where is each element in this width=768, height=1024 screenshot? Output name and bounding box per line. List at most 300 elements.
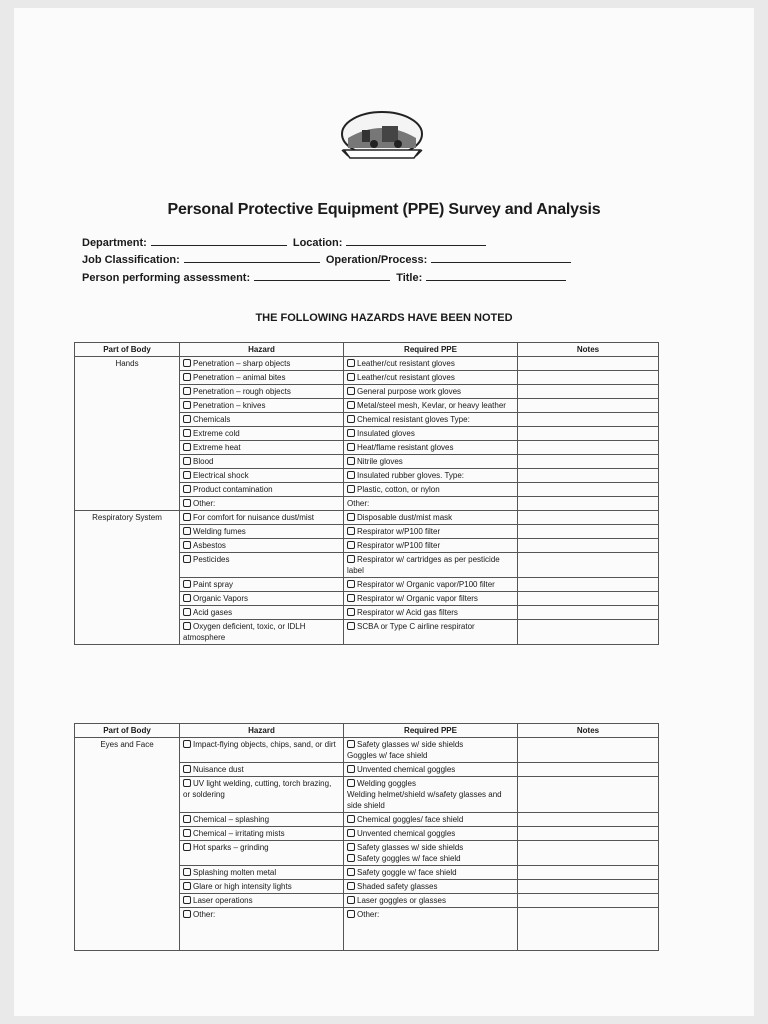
notes-cell[interactable]	[518, 497, 659, 511]
ppe-option	[347, 842, 514, 853]
checkbox-icon[interactable]	[347, 387, 355, 395]
checkbox-icon[interactable]	[347, 896, 355, 904]
hazard-cell	[180, 483, 344, 497]
body-part-cell	[75, 483, 180, 497]
ppe-cell	[344, 525, 518, 539]
hazard-cell	[180, 827, 344, 841]
notes-cell[interactable]	[518, 592, 659, 606]
checkbox-icon[interactable]	[183, 580, 191, 588]
body-part-cell	[75, 813, 180, 827]
hazard-cell	[180, 455, 344, 469]
hazard-option	[183, 498, 340, 509]
ppe-option-text: Insulated gloves	[357, 429, 415, 438]
department-blank[interactable]	[151, 235, 287, 246]
notes-cell[interactable]	[518, 413, 659, 427]
body-part-cell	[75, 469, 180, 483]
hazard-option	[183, 540, 340, 551]
hazard-option-text: Blood	[193, 457, 214, 466]
body-part-cell	[75, 578, 180, 592]
hazard-cell	[180, 427, 344, 441]
ppe-option	[347, 442, 514, 453]
ppe-cell	[344, 738, 518, 763]
ppe-option-text: Leather/cut resistant gloves	[357, 373, 455, 382]
hazard-cell	[180, 866, 344, 880]
body-part-cell	[75, 455, 180, 469]
hazard-option	[183, 867, 340, 878]
hazard-option	[183, 358, 340, 369]
hazard-option-text: Splashing molten metal	[193, 868, 277, 877]
info-row-2	[82, 252, 574, 266]
person-blank[interactable]	[254, 270, 390, 281]
checkbox-icon[interactable]	[347, 882, 355, 890]
body-part-cell	[75, 592, 180, 606]
col-required-ppe: Required PPE	[344, 724, 518, 738]
body-part-cell	[75, 777, 180, 813]
hazard-option	[183, 764, 340, 775]
department-label: Department:	[82, 237, 147, 249]
table-row	[75, 469, 659, 483]
checkbox-icon[interactable]	[347, 740, 355, 748]
notes-cell[interactable]	[518, 620, 659, 645]
ppe-cell	[344, 469, 518, 483]
body-part-cell	[75, 908, 180, 951]
col-hazard: Hazard	[180, 343, 344, 357]
checkbox-icon[interactable]	[347, 457, 355, 465]
table-row	[75, 385, 659, 399]
notes-cell[interactable]	[518, 880, 659, 894]
hazard-cell	[180, 738, 344, 763]
hazard-option-text: Other:	[193, 499, 216, 508]
ppe-option	[347, 739, 514, 750]
hazard-cell	[180, 763, 344, 777]
ppe-option-text: Plastic, cotton, or nylon	[357, 485, 440, 494]
checkbox-icon[interactable]	[347, 594, 355, 602]
body-part-cell	[75, 441, 180, 455]
ppe-option	[347, 526, 514, 537]
checkbox-icon[interactable]	[183, 443, 191, 451]
checkbox-icon[interactable]	[183, 387, 191, 395]
notes-cell[interactable]	[518, 525, 659, 539]
hazard-option-text: Penetration – animal bites	[193, 373, 286, 382]
hazard-cell	[180, 385, 344, 399]
table-row	[75, 511, 659, 525]
checkbox-icon[interactable]	[183, 485, 191, 493]
hazard-cell	[180, 469, 344, 483]
hazard-option-text: Other:	[193, 910, 216, 919]
hazard-option-text: Penetration – sharp objects	[193, 359, 291, 368]
checkbox-icon[interactable]	[347, 471, 355, 479]
ppe-option-text: Safety glasses w/ side shields	[357, 740, 464, 749]
hazard-cell	[180, 371, 344, 385]
table-row	[75, 738, 659, 763]
table-row	[75, 427, 659, 441]
ppe-cell	[344, 827, 518, 841]
notes-cell[interactable]	[518, 763, 659, 777]
col-part-of-body: Part of Body	[75, 724, 180, 738]
checkbox-icon[interactable]	[347, 765, 355, 773]
ppe-option	[347, 867, 514, 878]
ppe-option-text: Chemical resistant gloves Type:	[357, 415, 470, 424]
body-part-cell	[75, 413, 180, 427]
notes-cell[interactable]	[518, 539, 659, 553]
notes-cell[interactable]	[518, 841, 659, 866]
ppe-cell	[344, 763, 518, 777]
body-part-cell	[75, 497, 180, 511]
checkbox-icon[interactable]	[183, 910, 191, 918]
hazard-option	[183, 621, 340, 643]
checkbox-icon[interactable]	[183, 779, 191, 787]
ppe-option-text: Laser goggles or glasses	[357, 896, 446, 905]
notes-cell[interactable]	[518, 738, 659, 763]
hazard-cell	[180, 592, 344, 606]
hazard-cell	[180, 553, 344, 578]
ppe-option-text: Respirator w/ Organic vapor/P100 filter	[357, 580, 495, 589]
hazard-option-text: Impact-flying objects, chips, sand, or dirt	[193, 740, 336, 749]
ppe-option-text: Heat/flame resistant gloves	[357, 443, 454, 452]
ppe-option-text: Welding goggles	[357, 779, 417, 788]
operation-process-label: Operation/Process:	[325, 254, 428, 266]
notes-cell[interactable]	[518, 813, 659, 827]
ppe-option	[347, 512, 514, 523]
table-header-row	[75, 724, 659, 738]
checkbox-icon[interactable]	[347, 541, 355, 549]
checkbox-icon[interactable]	[183, 513, 191, 521]
notes-cell[interactable]	[518, 357, 659, 371]
checkbox-icon[interactable]	[183, 868, 191, 876]
table-row	[75, 357, 659, 371]
checkbox-icon[interactable]	[183, 829, 191, 837]
hazard-option-text: Extreme heat	[193, 443, 241, 452]
ppe-cell	[344, 866, 518, 880]
checkbox-icon[interactable]	[183, 608, 191, 616]
hazard-option	[183, 909, 340, 920]
ppe-option	[347, 593, 514, 604]
notes-cell[interactable]	[518, 866, 659, 880]
hazard-cell	[180, 841, 344, 866]
ppe-option	[347, 828, 514, 839]
notes-cell[interactable]	[518, 908, 659, 951]
table2-body	[75, 738, 659, 951]
ppe-option	[347, 764, 514, 775]
table-row	[75, 763, 659, 777]
ppe-option	[347, 498, 514, 509]
ppe-option-text: Other:	[357, 910, 380, 919]
hazards-heading: THE FOLLOWING HAZARDS HAVE BEEN NOTED	[255, 312, 513, 324]
hazard-cell	[180, 441, 344, 455]
location-blank[interactable]	[346, 235, 486, 246]
hazard-option-text: Organic Vapors	[193, 594, 248, 603]
ppe-option	[347, 414, 514, 425]
checkbox-icon[interactable]	[347, 779, 355, 787]
table-row	[75, 606, 659, 620]
title-field-blank[interactable]	[426, 270, 566, 281]
hazard-option	[183, 484, 340, 495]
ppe-table-hands-respiratory	[74, 342, 659, 645]
checkbox-icon[interactable]	[183, 457, 191, 465]
ppe-cell	[344, 357, 518, 371]
body-part-cell	[75, 427, 180, 441]
table-row	[75, 866, 659, 880]
hazard-option	[183, 881, 340, 892]
hazard-option-text: Laser operations	[193, 896, 253, 905]
table-row	[75, 371, 659, 385]
body-part-cell	[75, 827, 180, 841]
checkbox-icon[interactable]	[347, 815, 355, 823]
hazard-option-text: Asbestos	[193, 541, 226, 550]
ppe-cell	[344, 813, 518, 827]
hazard-option	[183, 456, 340, 467]
checkbox-icon[interactable]	[183, 373, 191, 381]
hazard-option	[183, 386, 340, 397]
ppe-cell	[344, 371, 518, 385]
notes-cell[interactable]	[518, 427, 659, 441]
checkbox-icon[interactable]	[183, 740, 191, 748]
hazard-cell	[180, 357, 344, 371]
ppe-option	[347, 428, 514, 439]
ppe-option	[347, 778, 514, 789]
hazard-option-text: Welding fumes	[193, 527, 246, 536]
ppe-option	[347, 386, 514, 397]
page-title: Personal Protective Equipment (PPE) Survey and Analysis	[167, 201, 601, 218]
hazard-cell	[180, 620, 344, 645]
table-row	[75, 525, 659, 539]
ppe-option-secondary-text: Goggles w/ face shield	[347, 751, 428, 760]
body-part-cell	[75, 738, 180, 763]
document-page	[14, 8, 754, 1016]
checkbox-icon[interactable]	[347, 429, 355, 437]
ppe-option-text: Other:	[347, 499, 370, 508]
hazard-option	[183, 526, 340, 537]
checkbox-icon[interactable]	[183, 622, 191, 630]
ppe-option-text: Unvented chemical goggles	[357, 829, 456, 838]
ppe-option-secondary	[347, 750, 514, 761]
ppe-cell	[344, 385, 518, 399]
hazard-option-text: Penetration – rough objects	[193, 387, 291, 396]
checkbox-icon[interactable]	[183, 499, 191, 507]
ppe-option	[347, 484, 514, 495]
ppe-option	[347, 554, 514, 576]
ppe-option-text: Chemical goggles/ face shield	[357, 815, 464, 824]
ppe-option-secondary-text: Welding helmet/shield w/safety glasses and side shield	[347, 790, 502, 810]
ppe-option-text: Disposable dust/mist mask	[357, 513, 453, 522]
table-row	[75, 827, 659, 841]
notes-cell[interactable]	[518, 371, 659, 385]
ppe-cell	[344, 606, 518, 620]
notes-cell[interactable]	[518, 553, 659, 578]
checkbox-icon[interactable]	[347, 401, 355, 409]
table-row	[75, 592, 659, 606]
table-row	[75, 894, 659, 908]
table-row	[75, 413, 659, 427]
hazard-option	[183, 778, 340, 800]
ppe-cell	[344, 777, 518, 813]
checkbox-icon[interactable]	[347, 443, 355, 451]
table-header-row	[75, 343, 659, 357]
checkbox-icon[interactable]	[347, 843, 355, 851]
checkbox-icon[interactable]	[183, 415, 191, 423]
ppe-option	[347, 400, 514, 411]
body-part-cell	[75, 371, 180, 385]
hazard-option	[183, 607, 340, 618]
checkbox-icon[interactable]	[347, 868, 355, 876]
hazard-cell	[180, 880, 344, 894]
notes-cell[interactable]	[518, 894, 659, 908]
checkbox-icon[interactable]	[183, 541, 191, 549]
hazard-option-text: Hot sparks – grinding	[193, 843, 269, 852]
checkbox-icon[interactable]	[183, 401, 191, 409]
hazard-option	[183, 428, 340, 439]
table-row	[75, 620, 659, 645]
checkbox-icon[interactable]	[347, 910, 355, 918]
hazard-option-text: Extreme cold	[193, 429, 240, 438]
checkbox-icon[interactable]	[347, 415, 355, 423]
ppe-cell	[344, 841, 518, 866]
ppe-cell	[344, 441, 518, 455]
ppe-option-text: Metal/steel mesh, Kevlar, or heavy leather	[357, 401, 506, 410]
ppe-option-text: SCBA or Type C airline respirator	[357, 622, 475, 631]
ppe-cell	[344, 413, 518, 427]
table-row	[75, 455, 659, 469]
notes-cell[interactable]	[518, 469, 659, 483]
checkbox-icon[interactable]	[347, 527, 355, 535]
checkbox-icon[interactable]	[347, 580, 355, 588]
hazard-option-text: Chemicals	[193, 415, 231, 424]
checkbox-icon[interactable]	[347, 485, 355, 493]
checkbox-icon[interactable]	[347, 854, 355, 862]
checkbox-icon[interactable]	[183, 882, 191, 890]
notes-cell[interactable]	[518, 385, 659, 399]
notes-cell[interactable]	[518, 441, 659, 455]
ppe-option-text: Leather/cut resistant gloves	[357, 359, 455, 368]
notes-cell[interactable]	[518, 777, 659, 813]
hazard-option	[183, 372, 340, 383]
ppe-cell	[344, 399, 518, 413]
ppe-option	[347, 895, 514, 906]
hazard-option	[183, 895, 340, 906]
hazard-option-text: Pesticides	[193, 555, 230, 564]
body-part-cell	[75, 511, 180, 525]
checkbox-icon[interactable]	[183, 843, 191, 851]
col-hazard: Hazard	[180, 724, 344, 738]
checkbox-icon[interactable]	[347, 359, 355, 367]
job-classification-blank[interactable]	[184, 252, 320, 263]
checkbox-icon[interactable]	[183, 471, 191, 479]
col-part-of-body: Part of Body	[75, 343, 180, 357]
notes-cell[interactable]	[518, 399, 659, 413]
ppe-option-secondary	[347, 853, 514, 864]
body-part-cell	[75, 620, 180, 645]
company-logo-icon	[338, 108, 426, 168]
ppe-option-text: Respirator w/P100 filter	[357, 527, 441, 536]
person-label: Person performing assessment:	[82, 272, 251, 284]
hazard-option-text: UV light welding, cutting, torch brazing, or soldering	[183, 779, 332, 799]
body-part-cell	[75, 553, 180, 578]
ppe-cell	[344, 894, 518, 908]
notes-cell[interactable]	[518, 578, 659, 592]
checkbox-icon[interactable]	[183, 359, 191, 367]
checkbox-icon[interactable]	[183, 555, 191, 563]
checkbox-icon[interactable]	[183, 815, 191, 823]
checkbox-icon[interactable]	[347, 373, 355, 381]
ppe-option-text: Nitrile gloves	[357, 457, 403, 466]
body-part-cell	[75, 539, 180, 553]
notes-cell[interactable]	[518, 483, 659, 497]
hazard-option	[183, 842, 340, 853]
hazard-option-text: Paint spray	[193, 580, 234, 589]
ppe-option	[347, 372, 514, 383]
notes-cell[interactable]	[518, 511, 659, 525]
hazard-cell	[180, 539, 344, 553]
operation-process-blank[interactable]	[431, 252, 571, 263]
hazard-option	[183, 470, 340, 481]
col-required-ppe: Required PPE	[344, 343, 518, 357]
table-row	[75, 483, 659, 497]
body-part-cell	[75, 763, 180, 777]
checkbox-icon[interactable]	[183, 765, 191, 773]
body-part-cell	[75, 841, 180, 866]
checkbox-icon[interactable]	[183, 594, 191, 602]
body-part-cell	[75, 866, 180, 880]
hazard-option	[183, 828, 340, 839]
ppe-cell	[344, 483, 518, 497]
hazard-cell	[180, 908, 344, 951]
hazard-option	[183, 593, 340, 604]
checkbox-icon[interactable]	[183, 896, 191, 904]
ppe-option-secondary	[347, 789, 514, 811]
checkbox-icon[interactable]	[183, 429, 191, 437]
hazard-option	[183, 442, 340, 453]
body-part-cell	[75, 399, 180, 413]
checkbox-icon[interactable]	[347, 513, 355, 521]
job-classification-label: Job Classification:	[82, 254, 180, 266]
ppe-option-text: General purpose work gloves	[357, 387, 462, 396]
checkbox-icon[interactable]	[183, 527, 191, 535]
table-row	[75, 578, 659, 592]
notes-cell[interactable]	[518, 827, 659, 841]
ppe-option-text: Unvented chemical goggles	[357, 765, 456, 774]
checkbox-icon[interactable]	[347, 622, 355, 630]
notes-cell[interactable]	[518, 455, 659, 469]
hazard-option-text: Nuisance dust	[193, 765, 244, 774]
hazard-cell	[180, 497, 344, 511]
col-notes: Notes	[518, 724, 659, 738]
hazard-cell	[180, 777, 344, 813]
hazard-option	[183, 579, 340, 590]
body-part-cell	[75, 880, 180, 894]
checkbox-icon[interactable]	[347, 608, 355, 616]
ppe-cell	[344, 908, 518, 951]
body-part-cell	[75, 894, 180, 908]
table1-body	[75, 357, 659, 645]
hazard-option	[183, 814, 340, 825]
info-row-3	[82, 270, 569, 284]
hazard-cell	[180, 606, 344, 620]
table-row	[75, 777, 659, 813]
ppe-option	[347, 814, 514, 825]
hazard-option-text: Oxygen deficient, toxic, or IDLH atmosphere	[183, 622, 306, 642]
hazard-option-text: Electrical shock	[193, 471, 249, 480]
checkbox-icon[interactable]	[347, 555, 355, 563]
table-row	[75, 908, 659, 951]
body-part-cell	[75, 357, 180, 371]
notes-cell[interactable]	[518, 606, 659, 620]
ppe-cell	[344, 592, 518, 606]
checkbox-icon[interactable]	[347, 829, 355, 837]
ppe-option-text: Respirator w/ Acid gas filters	[357, 608, 458, 617]
body-part-cell	[75, 525, 180, 539]
table-row	[75, 539, 659, 553]
body-part-label: Hands	[115, 359, 139, 368]
